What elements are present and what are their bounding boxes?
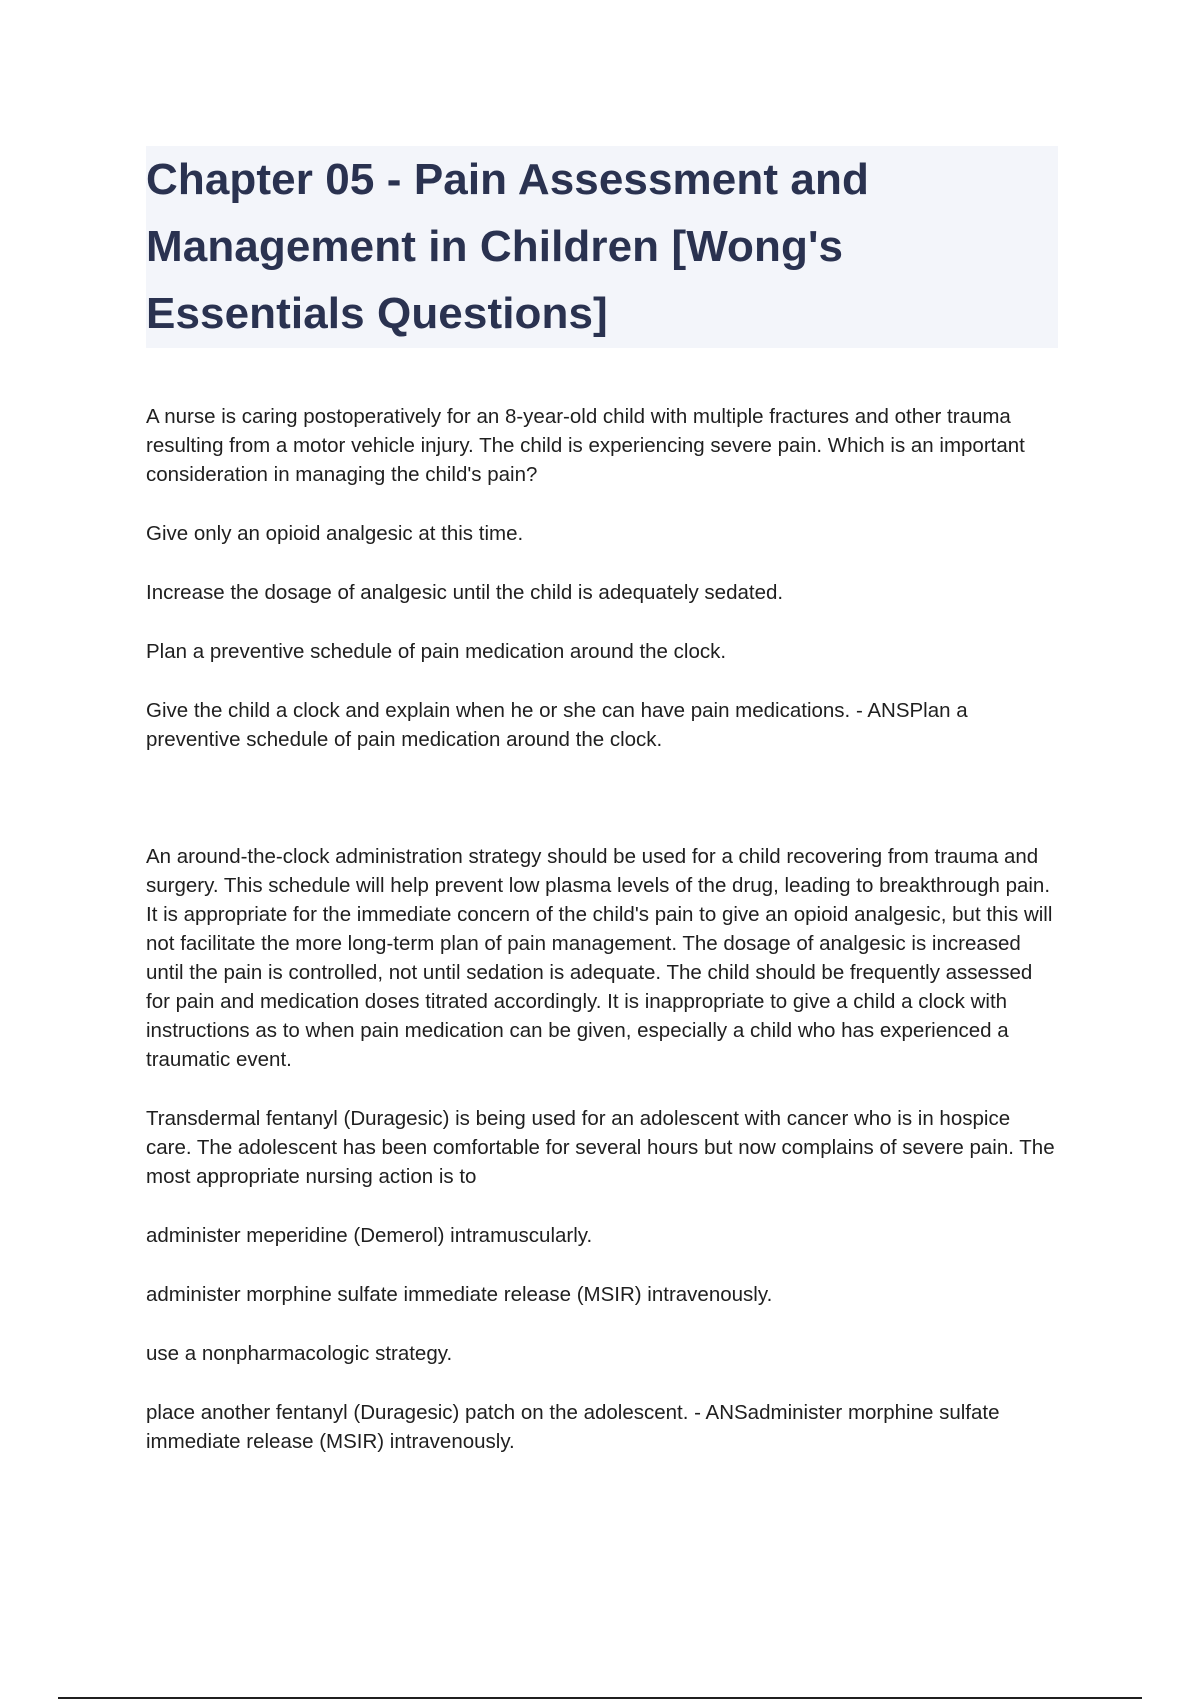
question-1-stem: A nurse is caring postoperatively for an 8-year-old child with multiple fractures and other trauma resulting from a motor vehicle injury. The child is experiencing severe pain. Which is an important consideration in managing the child's pain? [146, 405, 1025, 486]
title-block [146, 146, 1058, 348]
document-body [146, 402, 1058, 1486]
question-2-option-2: administer morphine sulfate immediate release (MSIR) intravenously. [146, 1283, 773, 1306]
page-bottom-rule [58, 1697, 1142, 1699]
question-1-option-3: Plan a preventive schedule of pain medication around the clock. [146, 640, 727, 663]
question-2-stem: Transdermal fentanyl (Duragesic) is being used for an adolescent with cancer who is in hospice care. The adolescent has been comfortable for several hours but now complains of severe pain. The most appropriate nursing action is to [146, 1107, 1055, 1188]
question-1-option-2: Increase the dosage of analgesic until the child is adequately sedated. [146, 581, 784, 604]
question-2-option-1: administer meperidine (Demerol) intramuscularly. [146, 1224, 593, 1247]
question-2-option-4-answer: place another fentanyl (Duragesic) patch on the adolescent. - ANSadminister morphine sulfate immediate release (MSIR) intravenously. [146, 1401, 1000, 1453]
page-title: Chapter 05 - Pain Assessment and Management in Children [Wong's Essentials Questions] [146, 155, 869, 338]
question-1-option-1: Give only an opioid analgesic at this time. [146, 522, 524, 545]
question-1-option-4-answer: Give the child a clock and explain when he or she can have pain medications. - ANSPlan a preventive schedule of pain medication around the clock. [146, 699, 968, 751]
question-2-option-3: use a nonpharmacologic strategy. [146, 1342, 453, 1365]
question-1-rationale: An around-the-clock administration strategy should be used for a child recovering from trauma and surgery. This schedule will help prevent low plasma levels of the drug, leading to breakthrough pain. It is appropriate for the immediate concern of the child's pain to give an opioid analgesic, but this will not facilitate the more long-term plan of pain management. The dosage of analgesic is increased until the pain is controlled, not until sedation is adequate. The child should be frequently assessed for pain and medication doses titrated accordingly. It is inappropriate to give a child a clock with instructions as to when pain medication can be given, especially a child who has experienced a traumatic event. [146, 845, 1053, 1071]
